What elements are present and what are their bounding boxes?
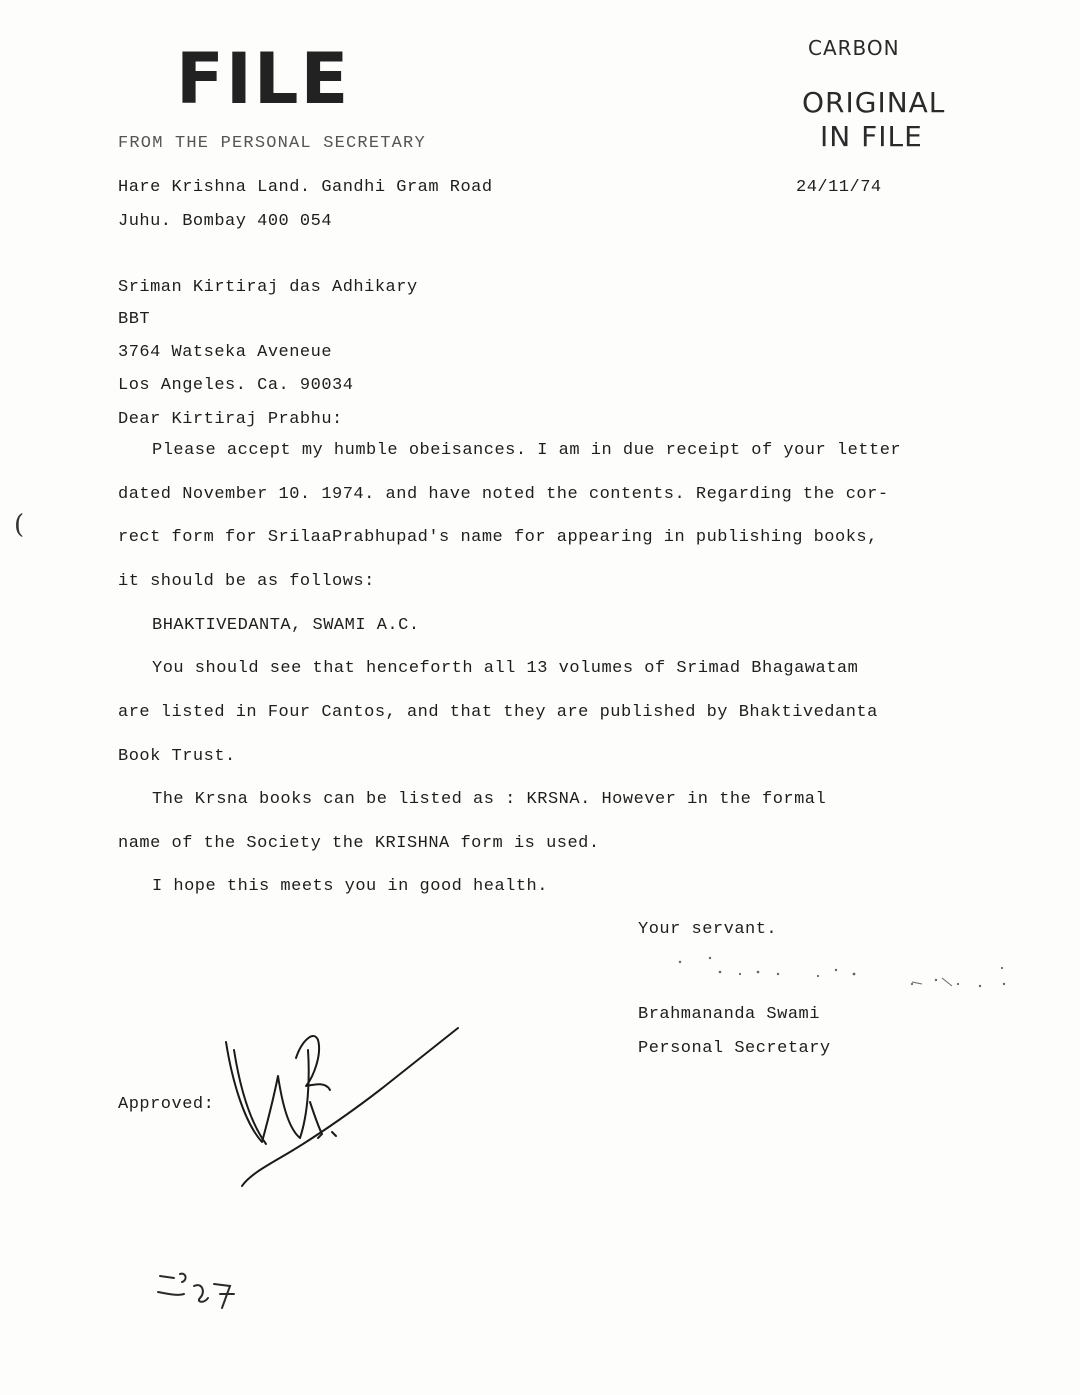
body-p1-line1: Please accept my humble obeisances. I am in due receipt of your letter [152,441,902,460]
signer-title: Personal Secretary [638,1039,831,1058]
recipient-street: 3764 Watseka Aveneue [118,343,333,362]
body-p1-line3: rect form for SrilaaPrabhupad's name for appearing in publishing books, [118,528,878,547]
body-p4-line1: I hope this meets you in good health. [152,877,548,896]
body-p3-line2: name of the Society the KRISHNA form is used. [118,834,600,853]
body-p2-line3: Book Trust. [118,747,236,766]
letterhead-address-line1: Hare Krishna Land. Gandhi Gram Road [118,178,493,197]
recipient-city: Los Angeles. Ca. 90034 [118,376,354,395]
handwritten-signature [210,1010,470,1200]
signer-name: Brahmananda Swami [638,1005,820,1024]
salutation: Dear Kirtiraj Prabhu: [118,410,343,429]
original-stamp-line2: IN FILE [820,120,923,153]
recipient-org: BBT [118,310,151,329]
body-p2-line2: are listed in Four Cantos, and that they are published by Bhaktivedanta [118,703,878,722]
body-p1-line2: dated November 10. 1974. and have noted the contents. Regarding the cor- [118,485,889,504]
margin-mark: ( [14,510,25,540]
letterhead-address-line2: Juhu. Bombay 400 054 [118,212,333,231]
body-p2-line1: You should see that henceforth all 13 volumes of Srimad Bhagawatam [152,659,859,678]
letter-date: 24/11/74 [796,178,882,197]
handwritten-notation [150,1268,250,1318]
letterhead-from: FROM THE PERSONAL SECRETARY [118,134,426,153]
name-form: BHAKTIVEDANTA, SWAMI A.C. [152,616,420,635]
faint-signature-marks [640,940,1020,1000]
recipient-name: Sriman Kirtiraj das Adhikary [118,278,418,297]
body-p1-line4: it should be as follows: [118,572,375,591]
carbon-stamp: CARBON [808,36,900,60]
valediction: Your servant. [638,920,778,939]
file-stamp: FILE [176,38,351,120]
original-stamp-line1: ORIGINAL [802,86,946,119]
approved-label: Approved: [118,1095,215,1114]
body-p3-line1: The Krsna books can be listed as : KRSNA. However in the formal [152,790,827,809]
